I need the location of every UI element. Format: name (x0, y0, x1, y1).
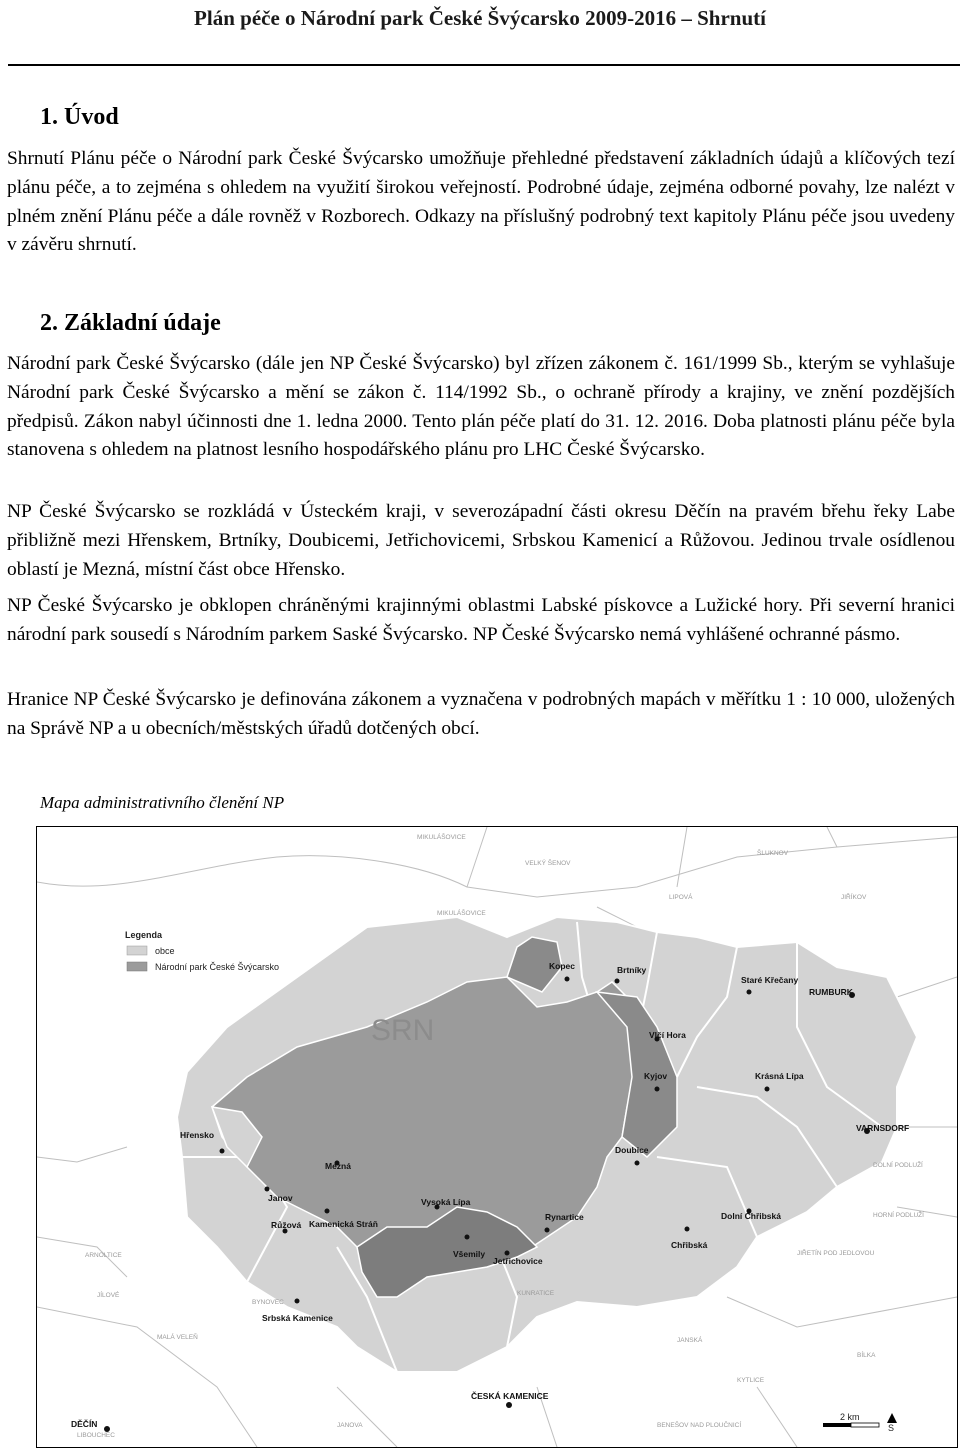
north-arrow-icon (887, 1413, 897, 1433)
section-1-heading: 1. Úvod (40, 104, 119, 130)
svg-text:BÍLKA: BÍLKA (857, 1352, 876, 1359)
place-stare-krecany: Staré Křečany (741, 975, 799, 985)
place-decin: DĚČÍN (71, 1419, 98, 1429)
place-rumburk: RUMBURK (809, 987, 853, 997)
legend-swatch-municipality (127, 946, 147, 955)
section-2-paragraph-2: NP České Švýcarsko se rozkládá v Ústeckém kraji, v severozápadní části okresu Děčín na pravém břehu řeky Labe přibližně mezi Hřenskem, Brtníky, Doubicemi, Jetřichovicemi, Srbskou Kamenicí a Růžovou. Jedinou trvale osídlenou oblastí je Mezná, místní část obce Hřensko. (7, 501, 955, 580)
header-divider (8, 64, 960, 66)
place-doubice: Doubice (615, 1145, 649, 1155)
place-srbska-kamenice: Srbská Kamenice (262, 1313, 333, 1323)
svg-text:MIKULÁŠOVICE: MIKULÁŠOVICE (417, 834, 466, 841)
svg-text:DOLNÍ PODLUŽÍ: DOLNÍ PODLUŽÍ (873, 1162, 923, 1169)
svg-text:ŠLUKNOV: ŠLUKNOV (757, 850, 789, 857)
scale-label: 2 km (840, 1412, 860, 1422)
svg-text:KYTLICE: KYTLICE (737, 1377, 765, 1384)
svg-text:BENEŠOV NAD PLOUČNICÍ: BENEŠOV NAD PLOUČNICÍ (657, 1422, 742, 1429)
place-hrensko: Hřensko (180, 1130, 215, 1140)
place-kyjov: Kyjov (644, 1071, 668, 1081)
svg-text:JANSKÁ: JANSKÁ (677, 1337, 703, 1344)
place-kamenicka-stran: Kamenická Stráň (309, 1219, 378, 1229)
place-vsemily: Všemily (453, 1249, 486, 1259)
place-ceska-kamenice: ČESKÁ KAMENICE (471, 1391, 549, 1401)
legend-item-municipality: obce (155, 946, 175, 956)
country-label-germany: SRN (371, 1014, 435, 1047)
section-2-paragraph-3: NP České Švýcarsko je obklopen chráněnými krajinnými oblastmi Labské pískovce a Lužické hory. Při severní hranici národní park sousedí s Národním parkem Saské Švýcarsko. NP České Švýcarsko nemá vyhlášené ochranné pásmo. (7, 595, 955, 645)
place-ruzova: Růžová (271, 1220, 302, 1230)
svg-text:VELKÝ ŠENOV: VELKÝ ŠENOV (525, 860, 571, 867)
map-caption: Mapa administrativního členění NP (40, 793, 285, 812)
place-krasna-lipa: Krásná Lípa (755, 1071, 804, 1081)
svg-text:JIŘÍKOV: JIŘÍKOV (841, 894, 867, 901)
svg-text:JÍLOVÉ: JÍLOVÉ (97, 1292, 120, 1299)
north-label: S (888, 1423, 895, 1433)
administrative-map (36, 826, 958, 1448)
svg-text:BYNOVEC: BYNOVEC (252, 1299, 284, 1306)
svg-text:HORNÍ PODLUŽÍ: HORNÍ PODLUŽÍ (873, 1212, 924, 1219)
place-janov: Janov (268, 1193, 293, 1203)
svg-text:ARNOLTICE: ARNOLTICE (85, 1252, 122, 1259)
document-title: Plán péče o Národní park České Švýcarsko 2009-2016 – Shrnutí (194, 6, 766, 30)
scale-bar (823, 1412, 879, 1427)
svg-text:MALÁ VELEŇ: MALÁ VELEŇ (157, 1334, 198, 1341)
page-header (0, 0, 960, 66)
svg-text:LIBOUCHEC: LIBOUCHEC (77, 1432, 115, 1439)
section-1-paragraph: Shrnutí Plánu péče o Národní park České Švýcarsko umožňuje přehledné představení základních údajů a klíčových tezí plánu péče, a to zejména s ohledem na využití širokou veřejností. Podrobné údaje, zejména odborné povahy, lze nalézt v plném znění Plánu péče a dále rovněž v Rozborech. Odkazy na příslušný podrobný text kapitoly Plánu péče jsou uvedeny v závěru shrnutí. (7, 148, 955, 256)
place-varnsdorf: VARNSDORF (856, 1123, 910, 1133)
svg-text:JIŘETÍN POD JEDLOVOU: JIŘETÍN POD JEDLOVOU (797, 1250, 875, 1257)
svg-text:MIKULÁŠOVICE: MIKULÁŠOVICE (437, 910, 486, 917)
place-rynartice: Rynartice (545, 1212, 584, 1222)
svg-text:LIPOVÁ: LIPOVÁ (669, 894, 693, 901)
place-chribska: Chřibská (671, 1240, 708, 1250)
place-vysoka-lipa: Vysoká Lípa (421, 1197, 471, 1207)
svg-text:KUNRATICE: KUNRATICE (517, 1290, 555, 1297)
place-dolni-chribska: Dolní Chřibská (721, 1211, 781, 1221)
legend-swatch-park (127, 962, 147, 971)
section-2-paragraph-1: Národní park České Švýcarsko (dále jen NP České Švýcarsko) byl zřízen zákonem č. 161/1999 Sb., kterým se vyhlašuje Národní park České Švýcarsko a mění se zákon č. 114/1992 Sb., o ochraně přírody a krajiny, ve znění pozdějších předpisů. Zákon nabyl účinnosti dne 1. ledna 2000. Tento plán péče platí do 31. 12. 2016. Doba platnosti plánu péče byla stanovena s ohledem na platnost lesního hospodářského plánu pro LHC České Švýcarsko. (7, 353, 955, 461)
legend-title: Legenda (125, 930, 163, 940)
place-mezna: Mezná (325, 1161, 351, 1171)
section-2-paragraph-4: Hranice NP České Švýcarsko je definována zákonem a vyznačena v podrobných mapách v měřítku 1 : 10 000, uložených na Správě NP a u obecních/městských úřadů dotčených obcí. (7, 689, 955, 739)
place-kopec: Kopec (549, 961, 575, 971)
svg-text:JANOVA: JANOVA (337, 1422, 363, 1429)
section-2-heading: 2. Základní údaje (40, 310, 221, 336)
place-jetrichovice: Jetřichovice (493, 1256, 543, 1266)
map-legend (125, 930, 279, 972)
legend-item-park: Národní park České Švýcarsko (155, 962, 280, 972)
place-brtniky: Brtníky (617, 965, 647, 975)
place-vlci-hora: Vlčí Hora (649, 1030, 686, 1040)
